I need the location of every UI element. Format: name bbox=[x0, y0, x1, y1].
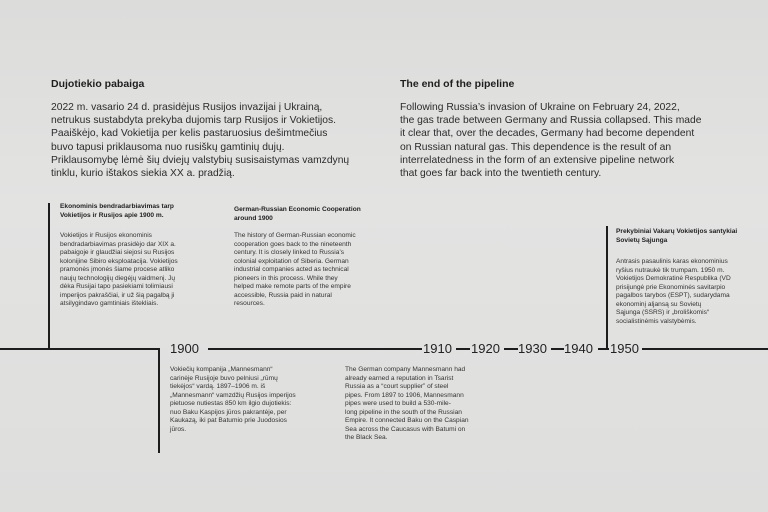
en-heading: The end of the pipeline bbox=[400, 78, 515, 90]
box1-marker-line bbox=[48, 203, 50, 349]
box1-en-title: German-Russian Economic Cooperation around 1900 bbox=[234, 206, 361, 222]
box2-lt-body: Vokiečių kompanija „Mannesmann“ carinėje Rusijoje buvo pelniusi „rūmų tiekėjos“ vardą. 1897–1906 m. iš „Mannesmann“ vamzdžių Rusijos imperijos pietuose nutiestas 850 km ilgio dujotiekis: nuo Baku Kaspijos jūros pakrantėje, per Kaukazą, iki pat Batumio prie Juodosios jūros. bbox=[170, 366, 296, 433]
timeline-year-1900: 1900 bbox=[170, 341, 199, 356]
lt-intro-text: 2022 m. vasario 24 d. prasidėjus Rusijos invazijai į Ukrainą, netrukus sustabdyta prekyba dujomis tarp Rusijos ir Vokietijos. Paaiškėjo, kad Vokietija per kelis pastaruosius dešimtmečius buvo tapusi priklausoma nuo rusiškų gamtinių dujų. Priklausomybę lėmė šių dviejų valstybių susisaistymas vamzdynų tinklu, kurio ištakos siekia XX a. pradžią. bbox=[51, 102, 350, 180]
timeline-year-1950: 1950 bbox=[610, 341, 639, 356]
timeline-axis-right bbox=[642, 348, 768, 350]
timeline-axis-left bbox=[0, 348, 160, 350]
timeline-year-1940: 1940 bbox=[564, 341, 593, 356]
en-intro-text: Following Russia’s invasion of Ukraine on February 24, 2022, the gas trade between Germany and Russia collapsed. This made it clear that, over the decades, Germany had become dependent on Russian natural gas. This dependence is the result of an interrelatedness in the form of an extensive pipeline network that goes far back into the twentieth century. bbox=[400, 102, 702, 180]
timeline-dash-1910-1920 bbox=[456, 348, 470, 350]
timeline-year-1930: 1930 bbox=[518, 341, 547, 356]
timeline-year-1920: 1920 bbox=[471, 341, 500, 356]
timeline-dash-1920-1930 bbox=[504, 348, 518, 350]
box2-en-body: The German company Mannesmann had already earned a reputation in Tsarist Russia as a “court supplier” of steel pipes. From 1897 to 1906, Mannesmann pipes were used to build a 530-mile- long pipeline in the south of the Russian Empire. It connected Baku on the Caspian Sea across the Caucasus with Batumi on the Black Sea. bbox=[345, 366, 469, 441]
box3-lt-title: Prekybiniai Vakarų Vokietijos santykiai Sovietų Sąjunga bbox=[616, 228, 738, 244]
timeline-1900-tick bbox=[158, 348, 160, 453]
lt-heading: Dujotiekio pabaiga bbox=[51, 78, 145, 90]
box3-marker-line bbox=[606, 226, 608, 349]
box1-en-body: The history of German-Russian economic cooperation goes back to the nineteenth century. It is closely linked to Russia’s colonial exploitation of Siberia. German industrial companies acted as technical pioneers in this process. While they helped make remote parts of the empire accessible, Russia paid in natural resources. bbox=[234, 232, 356, 307]
timeline-year-1910: 1910 bbox=[423, 341, 452, 356]
box1-lt-body: Vokietijos ir Rusijos ekonominis bendradarbiavimas prasidėjo dar XIX a. pabaigoje ir glaudžiai siejosi su Rusijos kolonijine Sibiro eksploatacija. Vokietijos pramonės įmonės šiame procese atliko naujų technologijų diegėjų vaidmenį. Jų dėka Rusijai tapo pasiekiami tolimiausi imperijos pakraščiai, ir už šią pagalbą ji atsilygindavo gamtiniais ištekliais. bbox=[60, 232, 178, 307]
timeline-axis-middle bbox=[208, 348, 422, 350]
box3-lt-body: Antrasis pasaulinis karas ekonominius ryšius nutraukė tik trumpam. 1950 m. Vokietijos Demokratinė Respublika (VD prisijungė prie Ekonominės savitarpio pagalbos tarybos (ESPT), sudarydama ekonominį aljansą su Sovietų Sąjunga (SSRS) ir „broliškomis“ socialistinėmis valstybėmis. bbox=[616, 258, 731, 325]
timeline-dash-1930-1940 bbox=[551, 348, 564, 350]
box1-lt-title: Ekonominis bendradarbiavimas tarp Vokietijos ir Rusijos apie 1900 m. bbox=[60, 203, 174, 219]
